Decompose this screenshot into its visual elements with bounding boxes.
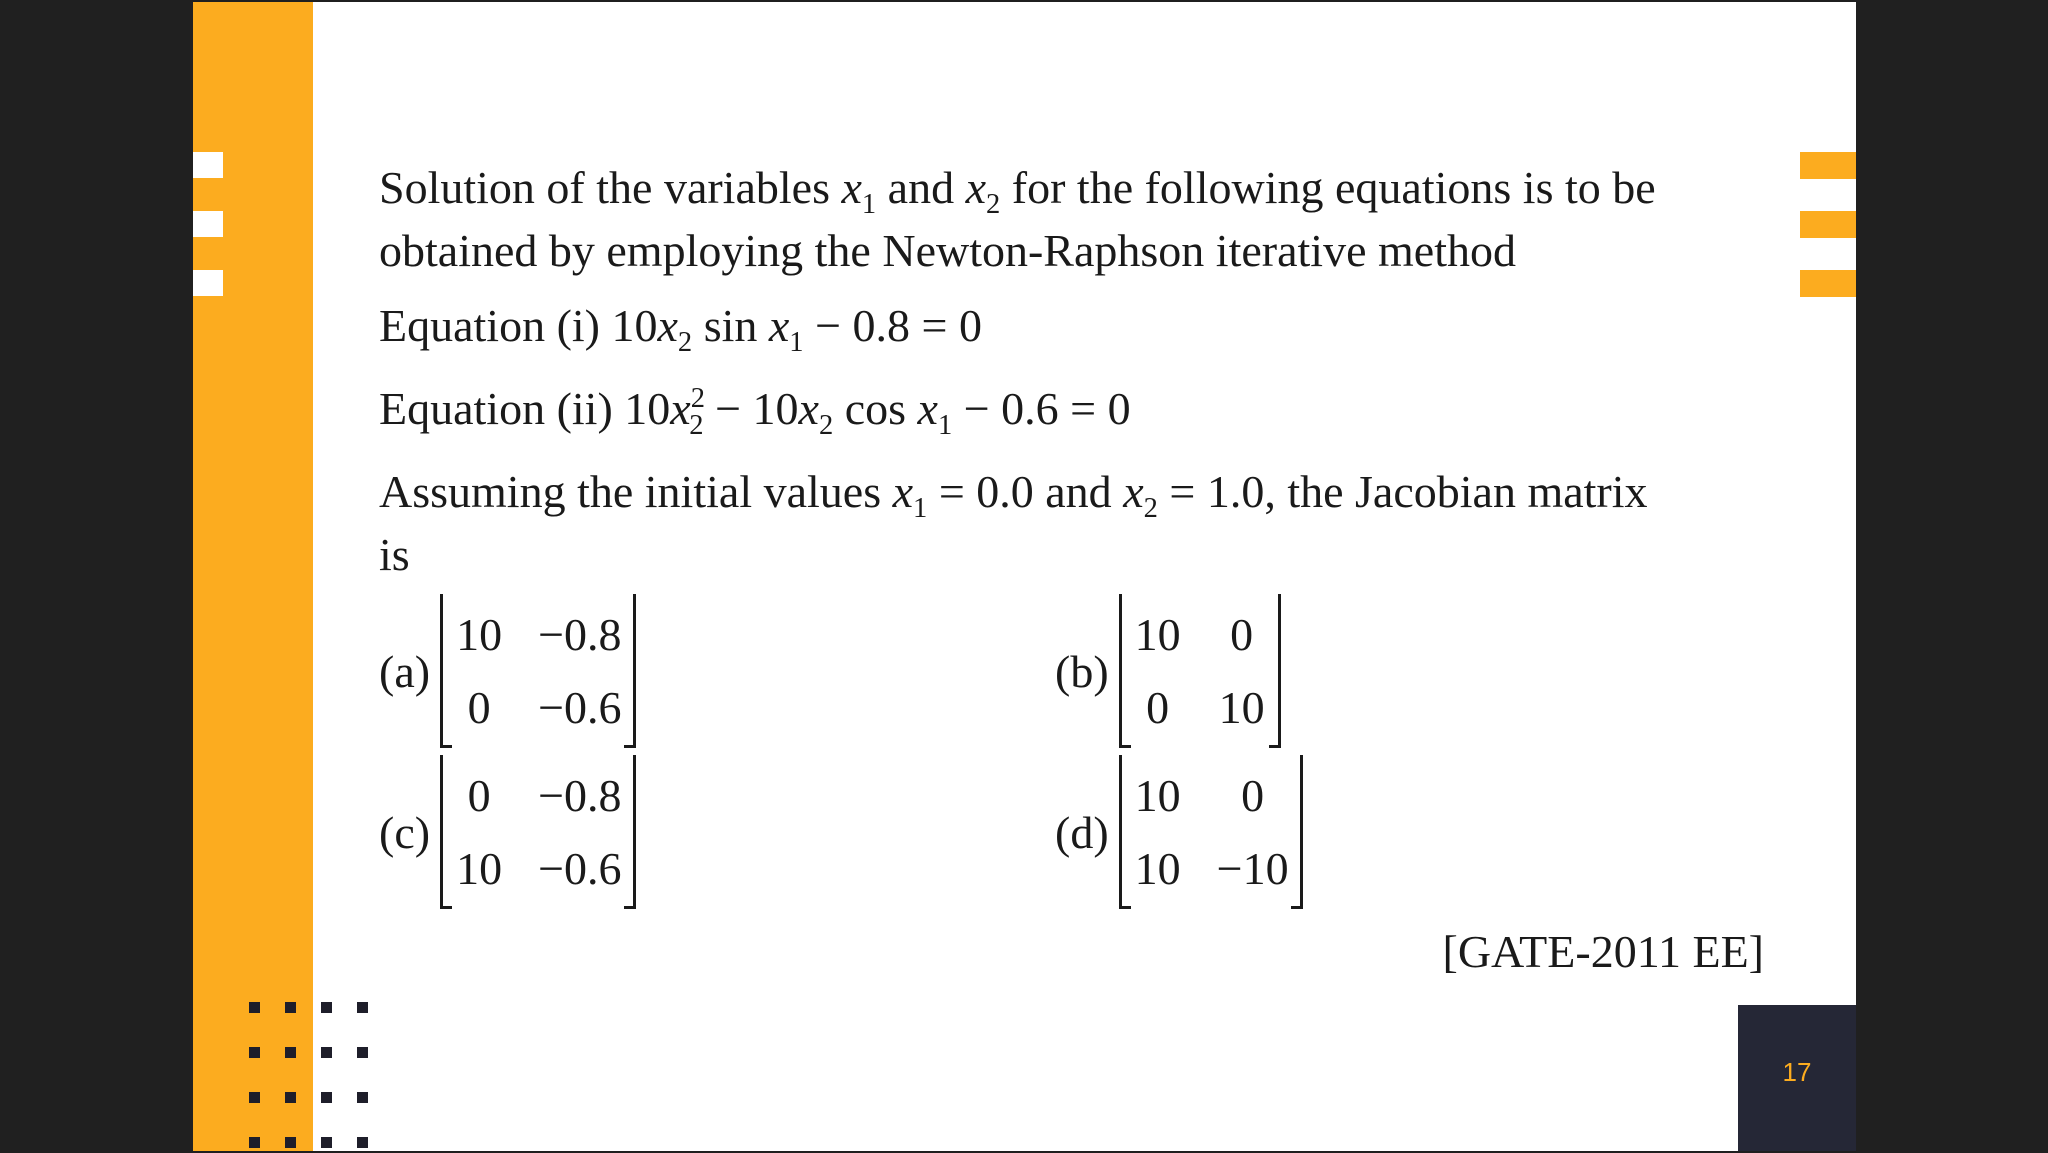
matrix-cell: 10 [456,843,503,894]
option-b[interactable] [1055,594,1281,748]
matrix-cell: 10 [1134,843,1181,894]
option-label: (d) [1055,806,1109,858]
initial-values-line2: is [379,529,410,580]
option-matrix [440,594,635,748]
option-label: (a) [379,645,431,697]
matrix-cell: 0 [1230,609,1254,660]
matrix-cell: 10 [456,609,503,660]
orange-accent-bar [1800,211,1856,238]
option-label: (c) [379,806,431,858]
question-content [379,156,1764,977]
option-matrix [1119,755,1303,909]
option-matrix [1119,594,1281,748]
equation-i: Equation (i) $10x_2$ $\sin x_1 - 0.8 = 0$ [379,300,982,358]
white-accent-bar [193,270,223,296]
matrix-cell: 0 [467,770,491,821]
matrix-cell: 0 [1146,682,1170,733]
option-c[interactable] [379,755,636,909]
question-intro-line2: obtained by employing the Newton-Raphson iterative method [379,225,1516,276]
matrix-cell: −0.8 [538,770,622,821]
slide [193,2,1856,1151]
page-number-box [1738,1005,1856,1151]
option-matrix [440,755,635,909]
matrix-cell: 0 [1241,770,1265,821]
matrix-cell: −0.8 [538,609,622,660]
question-source: [GATE-2011 EE] [1442,926,1764,977]
answer-options [379,594,1764,924]
matrix-cell: 0 [467,682,491,733]
matrix-cell: −0.6 [538,682,622,733]
matrix-cell: 10 [1134,609,1181,660]
page-number: 17 [1782,1057,1812,1087]
option-label: (b) [1055,645,1109,697]
option-a[interactable] [379,594,636,748]
white-accent-bar [193,152,223,178]
equation-ii: Equation (ii) $10x^2_2 - 10x_2$ $\cos x_1 - 0.6 = 0$ [379,382,1131,441]
matrix-cell: 10 [1134,770,1181,821]
orange-accent-bar [1800,152,1856,179]
orange-accent-bar [1800,270,1856,297]
initial-values-statement: Assuming the initial values $x_1 = 0.0$ and $x_2 = 1.0$, the Jacobian matrix [379,466,1648,524]
dot-grid-decoration [249,1002,389,1151]
matrix-cell: 10 [1218,682,1265,733]
right-frame [1856,0,2048,1153]
orange-accent-band [193,2,313,1151]
matrix-cell: −10 [1216,843,1289,894]
option-d[interactable] [1055,755,1303,909]
question-intro: Solution of the variables $x_1$ and $x_2$ for the following equations is to be [379,162,1656,220]
left-frame [0,0,193,1153]
white-accent-bar [193,211,223,237]
matrix-cell: −0.6 [538,843,622,894]
